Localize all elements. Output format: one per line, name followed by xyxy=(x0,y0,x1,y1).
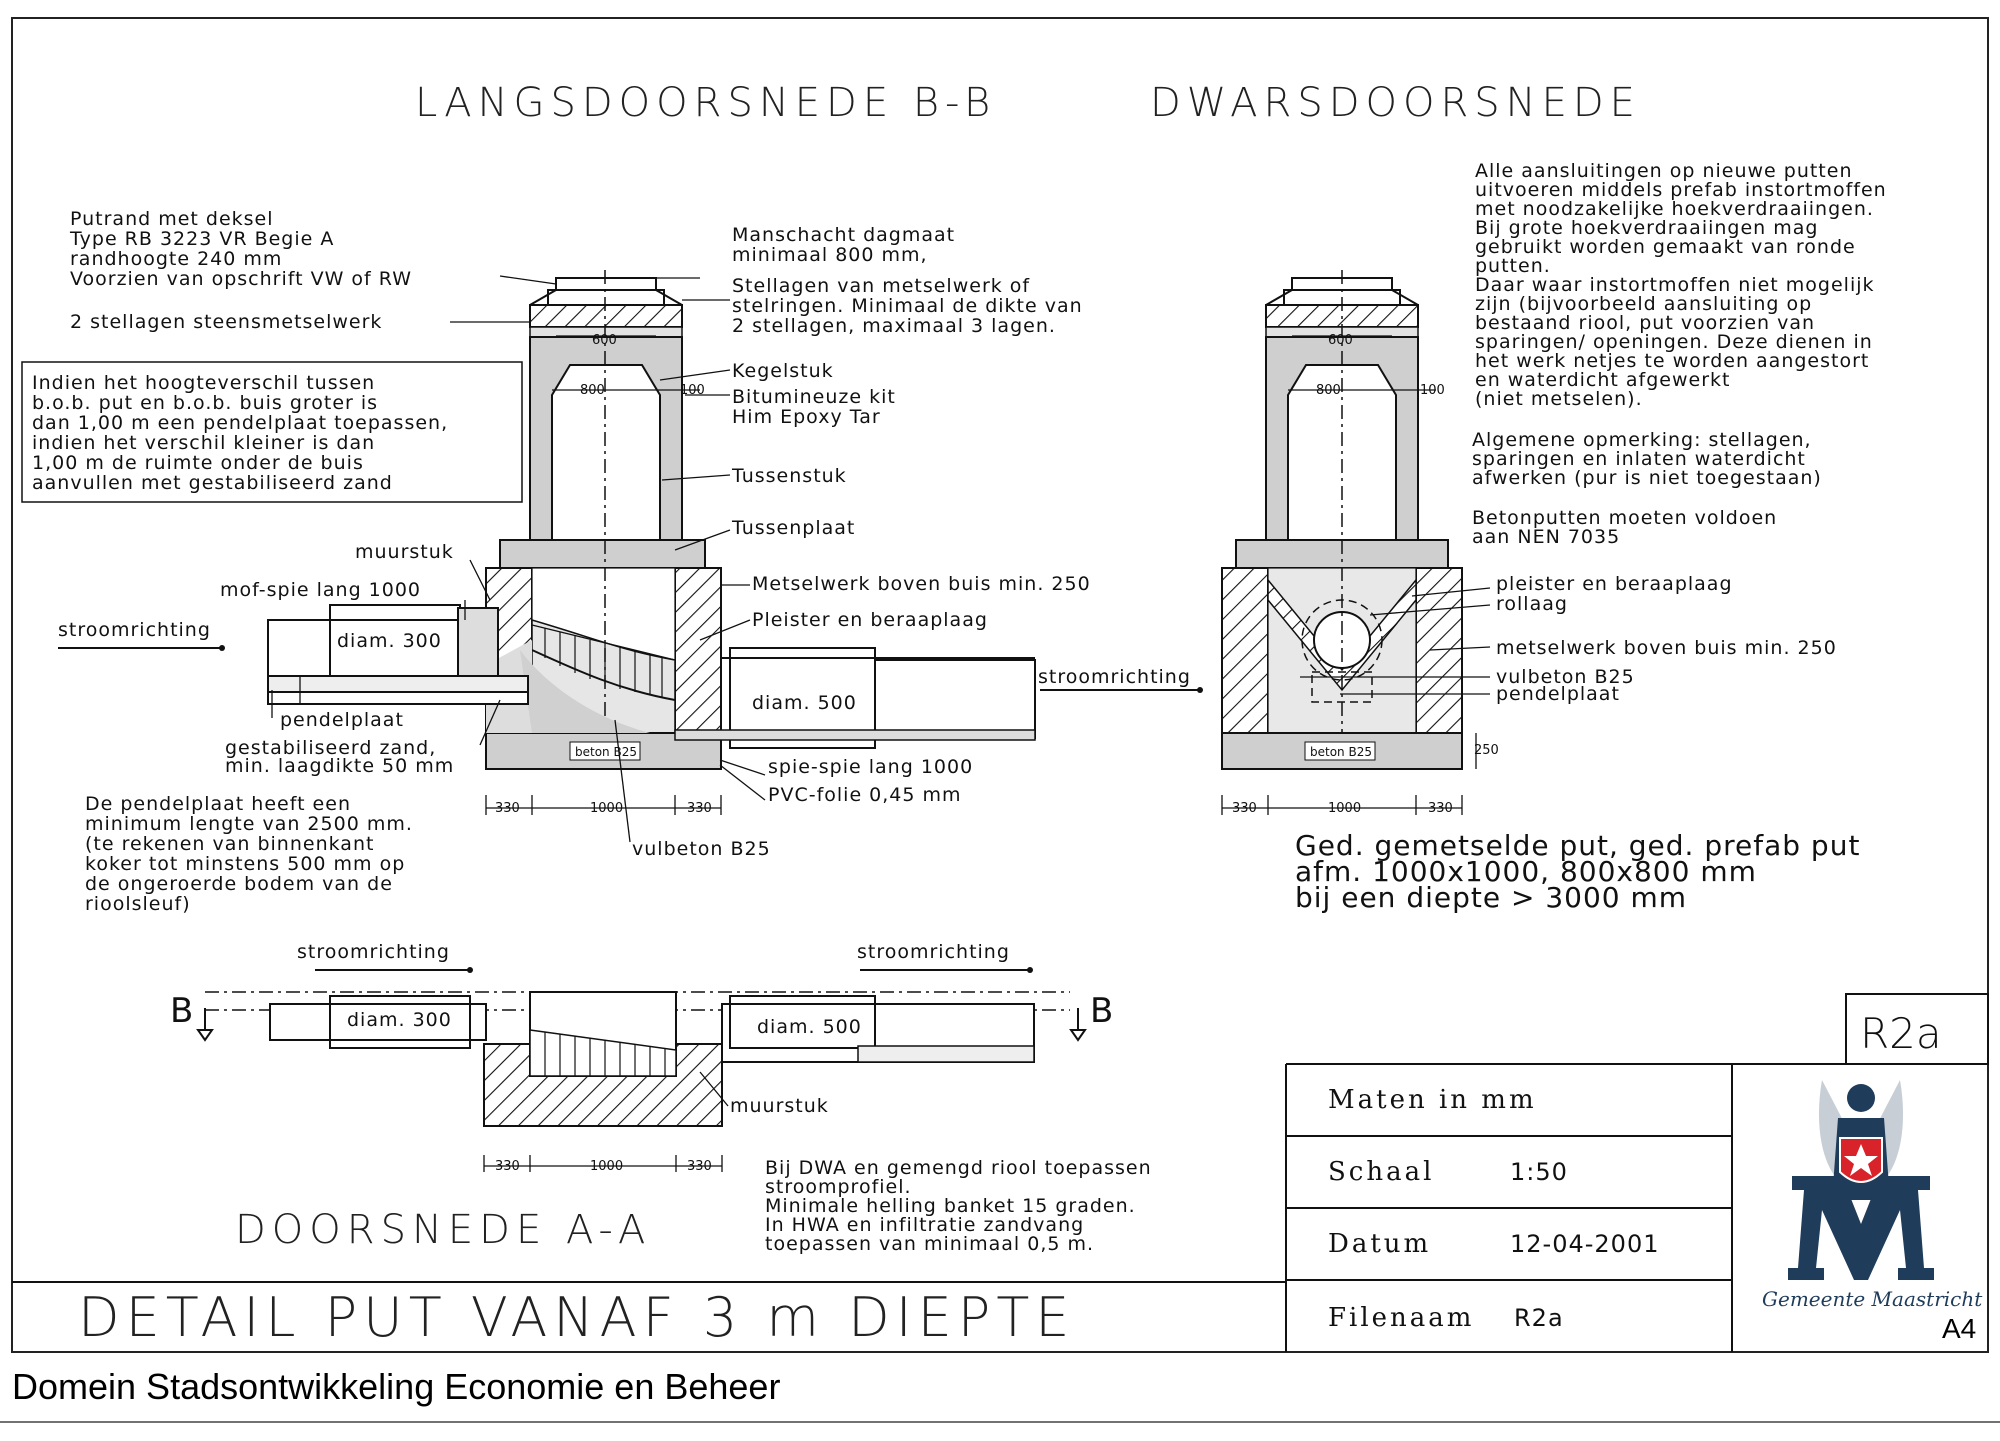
svg-text:Him Epoxy Tar: Him Epoxy Tar xyxy=(732,406,881,428)
svg-text:800: 800 xyxy=(1316,383,1341,398)
svg-text:rioolsleuf): rioolsleuf) xyxy=(85,893,191,915)
svg-text:koker tot minstens 500 mm op: koker tot minstens 500 mm op xyxy=(85,853,406,875)
svg-text:Manschacht dagmaat: Manschacht dagmaat xyxy=(732,224,956,246)
filenaam-label: Filenaam xyxy=(1328,1303,1475,1333)
svg-text:In HWA en infiltratie zandvang: In HWA en infiltratie zandvang xyxy=(765,1214,1085,1236)
svg-text:Daar waar instortmoffen niet m: Daar waar instortmoffen niet mogelijk xyxy=(1475,274,1875,296)
svg-text:randhoogte 240 mm: randhoogte 240 mm xyxy=(70,248,283,270)
plan-drawing xyxy=(170,967,1113,1174)
svg-text:Betonputten moeten voldoen: Betonputten moeten voldoen xyxy=(1472,507,1778,529)
plan-diam500: diam. 500 xyxy=(757,1016,862,1038)
right-notes xyxy=(1472,160,1887,705)
svg-text:Bij DWA en gemengd riool toepa: Bij DWA en gemengd riool toepassen xyxy=(765,1157,1152,1179)
svg-text:330: 330 xyxy=(495,1159,520,1174)
svg-text:Kegelstuk: Kegelstuk xyxy=(732,360,834,382)
svg-text:aanvullen met gestabiliseerd z: aanvullen met gestabiliseerd zand xyxy=(32,472,393,494)
svg-text:Tussenplaat: Tussenplaat xyxy=(732,517,856,539)
svg-text:b.o.b. put en b.o.b. buis grot: b.o.b. put en b.o.b. buis groter is xyxy=(32,392,379,414)
svg-text:330: 330 xyxy=(495,801,520,816)
schaal-value: 1:50 xyxy=(1510,1158,1568,1186)
langs-diam500: diam. 500 xyxy=(752,692,857,714)
svg-text:pendelplaat: pendelplaat xyxy=(280,709,404,731)
svg-text:metselwerk boven buis min. 250: metselwerk boven buis min. 250 xyxy=(1496,637,1837,659)
svg-text:vulbeton B25: vulbeton B25 xyxy=(632,838,771,860)
svg-text:dan 1,00 m een pendelplaat toe: dan 1,00 m een pendelplaat toepassen, xyxy=(32,412,449,434)
svg-text:rollaag: rollaag xyxy=(1496,593,1568,615)
datum-value: 12-04-2001 xyxy=(1510,1230,1660,1258)
svg-text:Alle aansluitingen op nieuwe p: Alle aansluitingen op nieuwe putten xyxy=(1475,160,1853,182)
svg-text:putten.: putten. xyxy=(1475,255,1551,277)
svg-text:gebruikt worden gemaakt van ro: gebruikt worden gemaakt van ronde xyxy=(1475,236,1856,258)
svg-text:Metselwerk boven buis min. 250: Metselwerk boven buis min. 250 xyxy=(752,573,1091,595)
svg-text:het werk netjes te worden aang: het werk netjes te worden aangestort xyxy=(1475,350,1870,372)
svg-text:1000: 1000 xyxy=(590,1159,624,1174)
left-notes xyxy=(22,208,522,915)
svg-text:muurstuk: muurstuk xyxy=(355,541,454,563)
plan-diam300: diam. 300 xyxy=(347,1009,452,1031)
svg-text:beton B25: beton B25 xyxy=(575,745,637,759)
svg-text:330: 330 xyxy=(687,801,712,816)
schaal-label: Schaal xyxy=(1328,1157,1435,1187)
svg-text:met noodzakelijke hoekverdraai: met noodzakelijke hoekverdraaiingen. xyxy=(1475,198,1874,220)
datum-label: Datum xyxy=(1328,1229,1432,1259)
svg-text:sparingen en inlaten waterdich: sparingen en inlaten waterdicht xyxy=(1472,448,1806,470)
svg-text:de ongeroerde bodem van de: de ongeroerde bodem van de xyxy=(85,873,393,895)
svg-text:330: 330 xyxy=(687,1159,712,1174)
svg-text:600: 600 xyxy=(592,333,617,348)
svg-text:toepassen van minimaal 0,5 m: toepassen van minimaal 0,5 m. xyxy=(765,1233,1095,1255)
svg-text:gestabiliseerd zand,: gestabiliseerd zand, xyxy=(225,737,437,759)
svg-text:Algemene opmerking: stellagen,: Algemene opmerking: stellagen, xyxy=(1472,429,1812,451)
svg-text:1,00 m de ruimte onder de buis: 1,00 m de ruimte onder de buis xyxy=(32,452,364,474)
title-block xyxy=(1286,994,1988,1352)
svg-text:zijn (bijvoorbeeld aansluiting: zijn (bijvoorbeeld aansluiting op xyxy=(1475,293,1813,315)
svg-text:aan NEN 7035: aan NEN 7035 xyxy=(1472,526,1621,548)
svg-text:PVC-folie 0,45 mm: PVC-folie 0,45 mm xyxy=(768,784,962,806)
svg-text:indien het verschil kleiner is: indien het verschil kleiner is dan xyxy=(32,432,376,454)
svg-text:bij een diepte > 3000 mm: bij een diepte > 3000 mm xyxy=(1295,881,1688,914)
svg-text:Minimale helling banket 15 gra: Minimale helling banket 15 graden. xyxy=(765,1195,1136,1217)
svg-text:stroomrichting: stroomrichting xyxy=(58,619,211,641)
svg-text:Bitumineuze kit: Bitumineuze kit xyxy=(732,386,896,408)
ged-note xyxy=(1295,829,1860,914)
svg-text:De pendelplaat heeft een: De pendelplaat heeft een xyxy=(85,793,351,815)
svg-text:100: 100 xyxy=(1420,383,1445,398)
svg-text:beton B25: beton B25 xyxy=(1310,745,1372,759)
svg-text:1000: 1000 xyxy=(1328,801,1362,816)
svg-text:minimaal 800 mm,: minimaal 800 mm, xyxy=(732,244,928,266)
logo-text: Gemeente Maastricht xyxy=(1762,1287,1983,1311)
svg-text:min. laagdikte 50 mm: min. laagdikte 50 mm xyxy=(225,755,455,777)
svg-text:bestaand riool, put voorzien v: bestaand riool, put voorzien van xyxy=(1475,312,1816,334)
svg-text:vulbeton B25: vulbeton B25 xyxy=(1496,666,1635,688)
svg-text:Voorzien van opschrift VW of R: Voorzien van opschrift VW of RW xyxy=(70,268,412,290)
svg-text:uitvoeren middels prefab insto: uitvoeren middels prefab instortmoffen xyxy=(1475,179,1887,201)
svg-text:Putrand met deksel: Putrand met deksel xyxy=(70,208,274,230)
section-marker-b-right: B xyxy=(1090,991,1114,1031)
title-dwarsdoorsnede: DWARSDOORSNEDE xyxy=(1150,80,1641,126)
drawing-code: R2a xyxy=(1860,1009,1942,1058)
svg-text:(niet metselen).: (niet metselen). xyxy=(1475,388,1643,410)
title-doorsnede-aa: DOORSNEDE A-A xyxy=(235,1207,652,1253)
svg-text:stroomprofiel.: stroomprofiel. xyxy=(765,1176,912,1198)
svg-text:2 stellagen steensmetselwerk: 2 stellagen steensmetselwerk xyxy=(70,311,383,333)
svg-text:330: 330 xyxy=(1232,801,1257,816)
section-marker-b-left: B xyxy=(170,991,194,1031)
svg-text:800: 800 xyxy=(580,383,605,398)
filenaam-value: R2a xyxy=(1514,1304,1564,1332)
svg-text:stroomrichting: stroomrichting xyxy=(857,941,1010,963)
footer-department: Domein Stadsontwikkeling Economie en Beheer xyxy=(12,1366,781,1407)
svg-text:pendelplaat: pendelplaat xyxy=(1496,683,1620,705)
svg-text:mof-spie lang 1000: mof-spie lang 1000 xyxy=(220,579,422,601)
svg-text:afm. 1000x1000, 800x800 mm: afm. 1000x1000, 800x800 mm xyxy=(1295,855,1757,888)
svg-text:Indien het hoogteverschil tuss: Indien het hoogteverschil tussen xyxy=(32,372,376,394)
svg-text:(te rekenen van binnenkant: (te rekenen van binnenkant xyxy=(85,833,375,855)
svg-text:pleister en beraaplaag: pleister en beraaplaag xyxy=(1496,573,1733,595)
svg-text:sparingen/ openingen. Deze die: sparingen/ openingen. Deze dienen in xyxy=(1475,331,1873,353)
svg-text:stroomrichting: stroomrichting xyxy=(1038,666,1191,688)
svg-text:en waterdicht afgewerkt: en waterdicht afgewerkt xyxy=(1475,369,1731,391)
title-langsdoorsnede: LANGSDOORSNEDE B-B xyxy=(415,80,997,126)
format-label: A4 xyxy=(1942,1313,1977,1344)
svg-text:2 stellagen, maximaal 3 lagen.: 2 stellagen, maximaal 3 lagen. xyxy=(732,315,1056,337)
svg-text:minimum lengte van 2500 mm.: minimum lengte van 2500 mm. xyxy=(85,813,413,835)
svg-text:600: 600 xyxy=(1328,333,1353,348)
gemeente-maastricht-logo xyxy=(1762,1080,1983,1311)
svg-text:Pleister en beraaplaag: Pleister en beraaplaag xyxy=(752,609,988,631)
svg-text:Tussenstuk: Tussenstuk xyxy=(732,465,847,487)
svg-text:330: 330 xyxy=(1428,801,1453,816)
title-detail-put: DETAIL PUT VANAF 3 m DIEPTE xyxy=(78,1286,1076,1349)
maten-label: Maten in mm xyxy=(1328,1085,1537,1115)
svg-text:100: 100 xyxy=(680,383,705,398)
langs-diam300: diam. 300 xyxy=(337,630,442,652)
svg-text:Type RB 3223 VR Begie A: Type RB 3223 VR Begie A xyxy=(70,228,335,250)
svg-text:1000: 1000 xyxy=(590,801,624,816)
svg-text:Bij grote hoekverdraaiingen ma: Bij grote hoekverdraaiingen mag xyxy=(1475,217,1819,239)
svg-text:spie-spie lang 1000: spie-spie lang 1000 xyxy=(768,756,974,778)
dwarsdoorsnede-drawing xyxy=(1222,270,1499,816)
svg-text:stroomrichting: stroomrichting xyxy=(297,941,450,963)
svg-text:Ged. gemetselde put, ged. pref: Ged. gemetselde put, ged. prefab put xyxy=(1295,829,1861,862)
svg-text:250: 250 xyxy=(1474,743,1499,758)
svg-text:stelringen. Minimaal de dikte: stelringen. Minimaal de dikte van xyxy=(732,295,1083,317)
svg-text:muurstuk: muurstuk xyxy=(730,1095,829,1117)
svg-text:Stellagen van metselwerk of: Stellagen van metselwerk of xyxy=(732,275,1031,297)
svg-text:afwerken (pur is niet toegesta: afwerken (pur is niet toegestaan) xyxy=(1472,467,1822,489)
